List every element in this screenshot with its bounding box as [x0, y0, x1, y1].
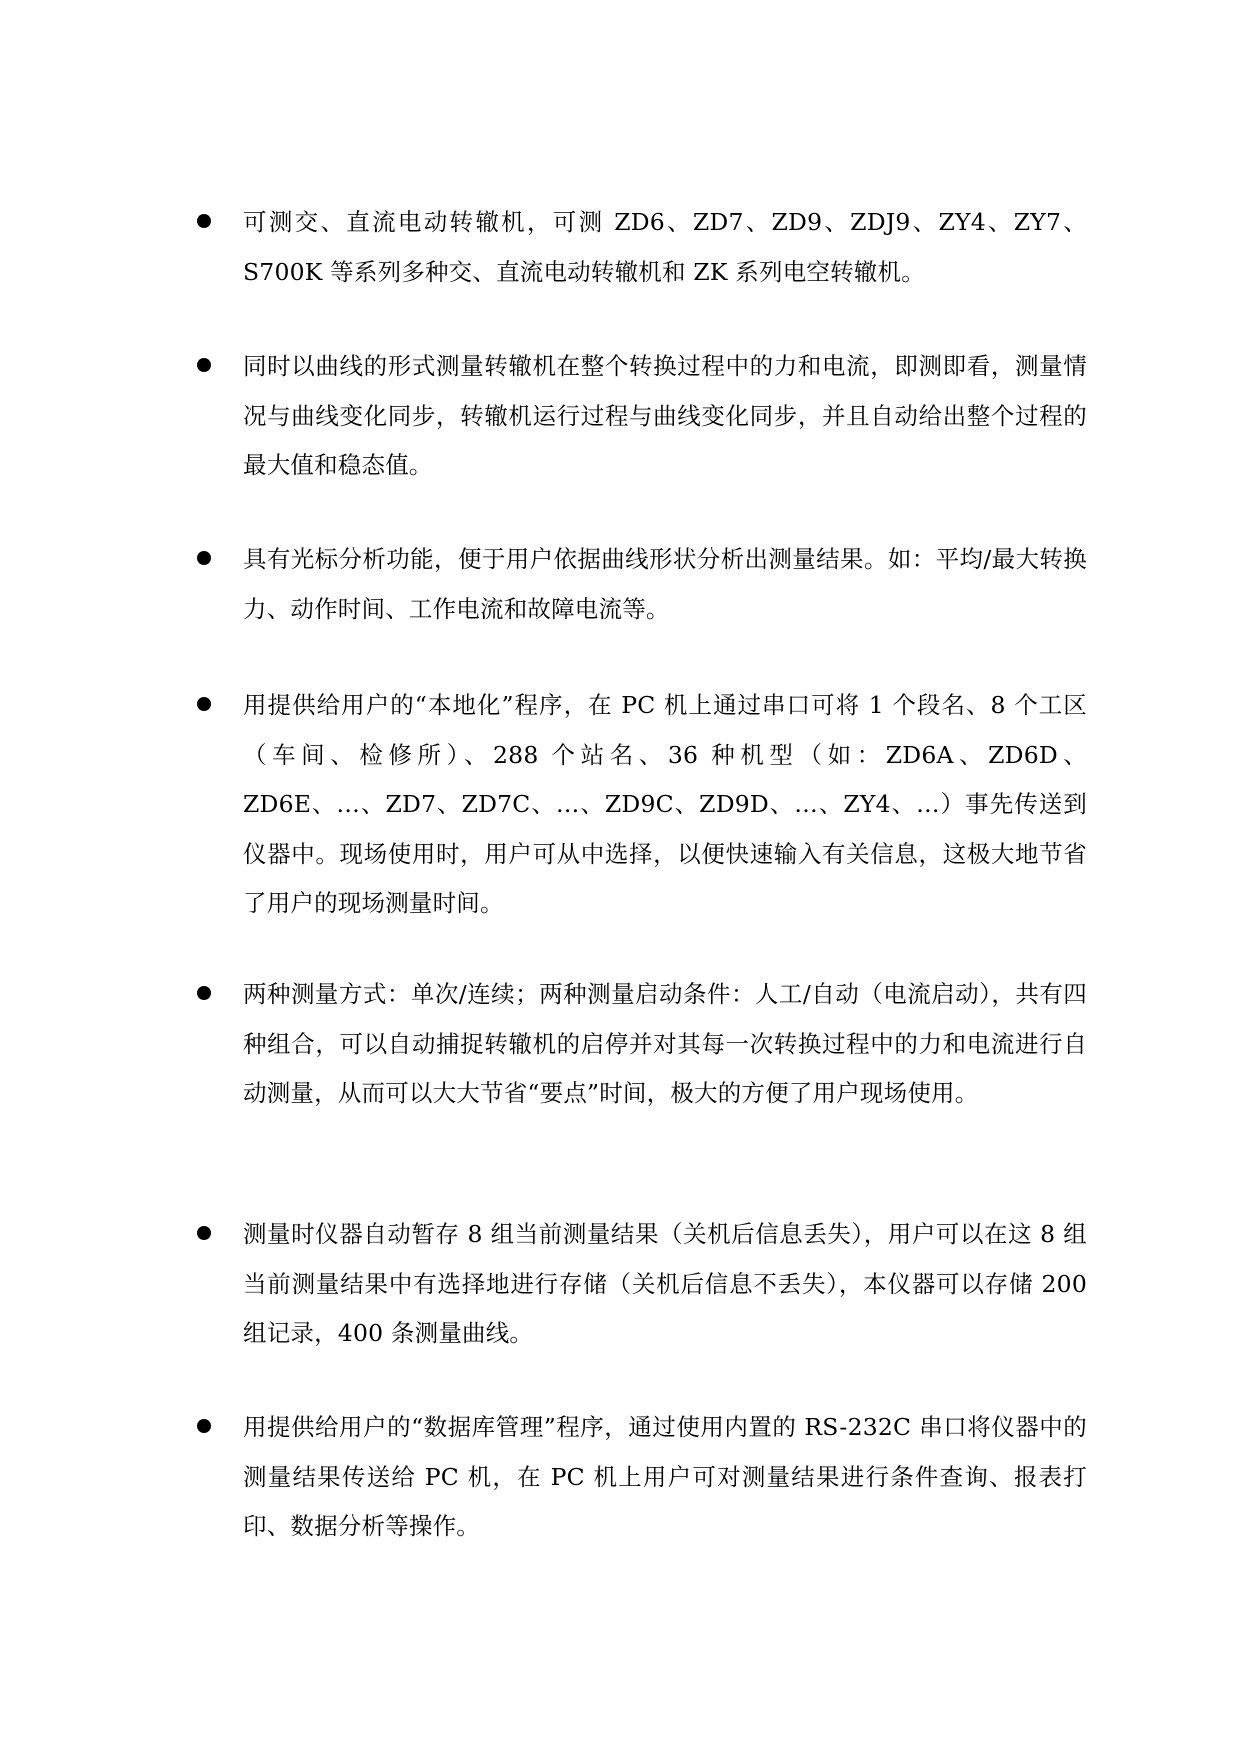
list-item-text: 同时以曲线的形式测量转辙机在整个转换过程中的力和电流，即测即看，测量情况与曲线变化同步，转辙机运行过程与曲线变化同步，并且自动给出整个过程的最大值和稳态值。: [243, 352, 1087, 479]
bullet-icon: [197, 1419, 211, 1433]
list-item-text: 用提供给用户的“数据库管理”程序，通过使用内置的 RS-232C 串口将仪器中的测量结果传送给 PC 机，在 PC 机上用户可对测量结果进行条件查询、报表打印、数据分析等操作。: [243, 1413, 1087, 1540]
list-item-text: 两种测量方式：单次/连续；两种测量启动条件：人工/自动（电流启动），共有四种组合，可以自动捕捉转辙机的启停并对其每一次转换过程中的力和电流进行自动测量，从而可以大大节省“要点”时间，极大的方便了用户现场使用。: [243, 980, 1087, 1107]
bullet-icon: [197, 358, 211, 372]
bullet-icon: [197, 697, 211, 711]
list-item-text: 具有光标分析功能，便于用户依据曲线形状分析出测量结果。如：平均/最大转换力、动作时间、工作电流和故障电流等。: [243, 545, 1087, 623]
bullet-icon: [197, 214, 211, 228]
list-item-text: 用提供给用户的“本地化”程序，在 PC 机上通过串口可将 1 个段名、8 个工区（车间、检修所）、288 个站名、36 种机型（如：ZD6A、ZD6D、ZD6E、…、ZD7、ZD7C、…、ZD9C、ZD9D、…、ZY4、…）事先传送到仪器中。现场使用时，用户可从中选择，以便快速输入有关信息，这极大地节省了用户的现场测量时间。: [243, 691, 1087, 917]
bullet-icon: [197, 986, 211, 1000]
bullet-icon: [197, 551, 211, 565]
list-item-text: 测量时仪器自动暂存 8 组当前测量结果（关机后信息丢失），用户可以在这 8 组当前测量结果中有选择地进行存储（关机后信息不丢失），本仪器可以存储 200 组记录，400 条测量曲线。: [243, 1220, 1087, 1347]
list-item-text: 可测交、直流电动转辙机，可测 ZD6、ZD7、ZD9、ZDJ9、ZY4、ZY7、S700K 等系列多种交、直流电动转辙机和 ZK 系列电空转辙机。: [243, 208, 1087, 286]
bullet-icon: [197, 1226, 211, 1240]
